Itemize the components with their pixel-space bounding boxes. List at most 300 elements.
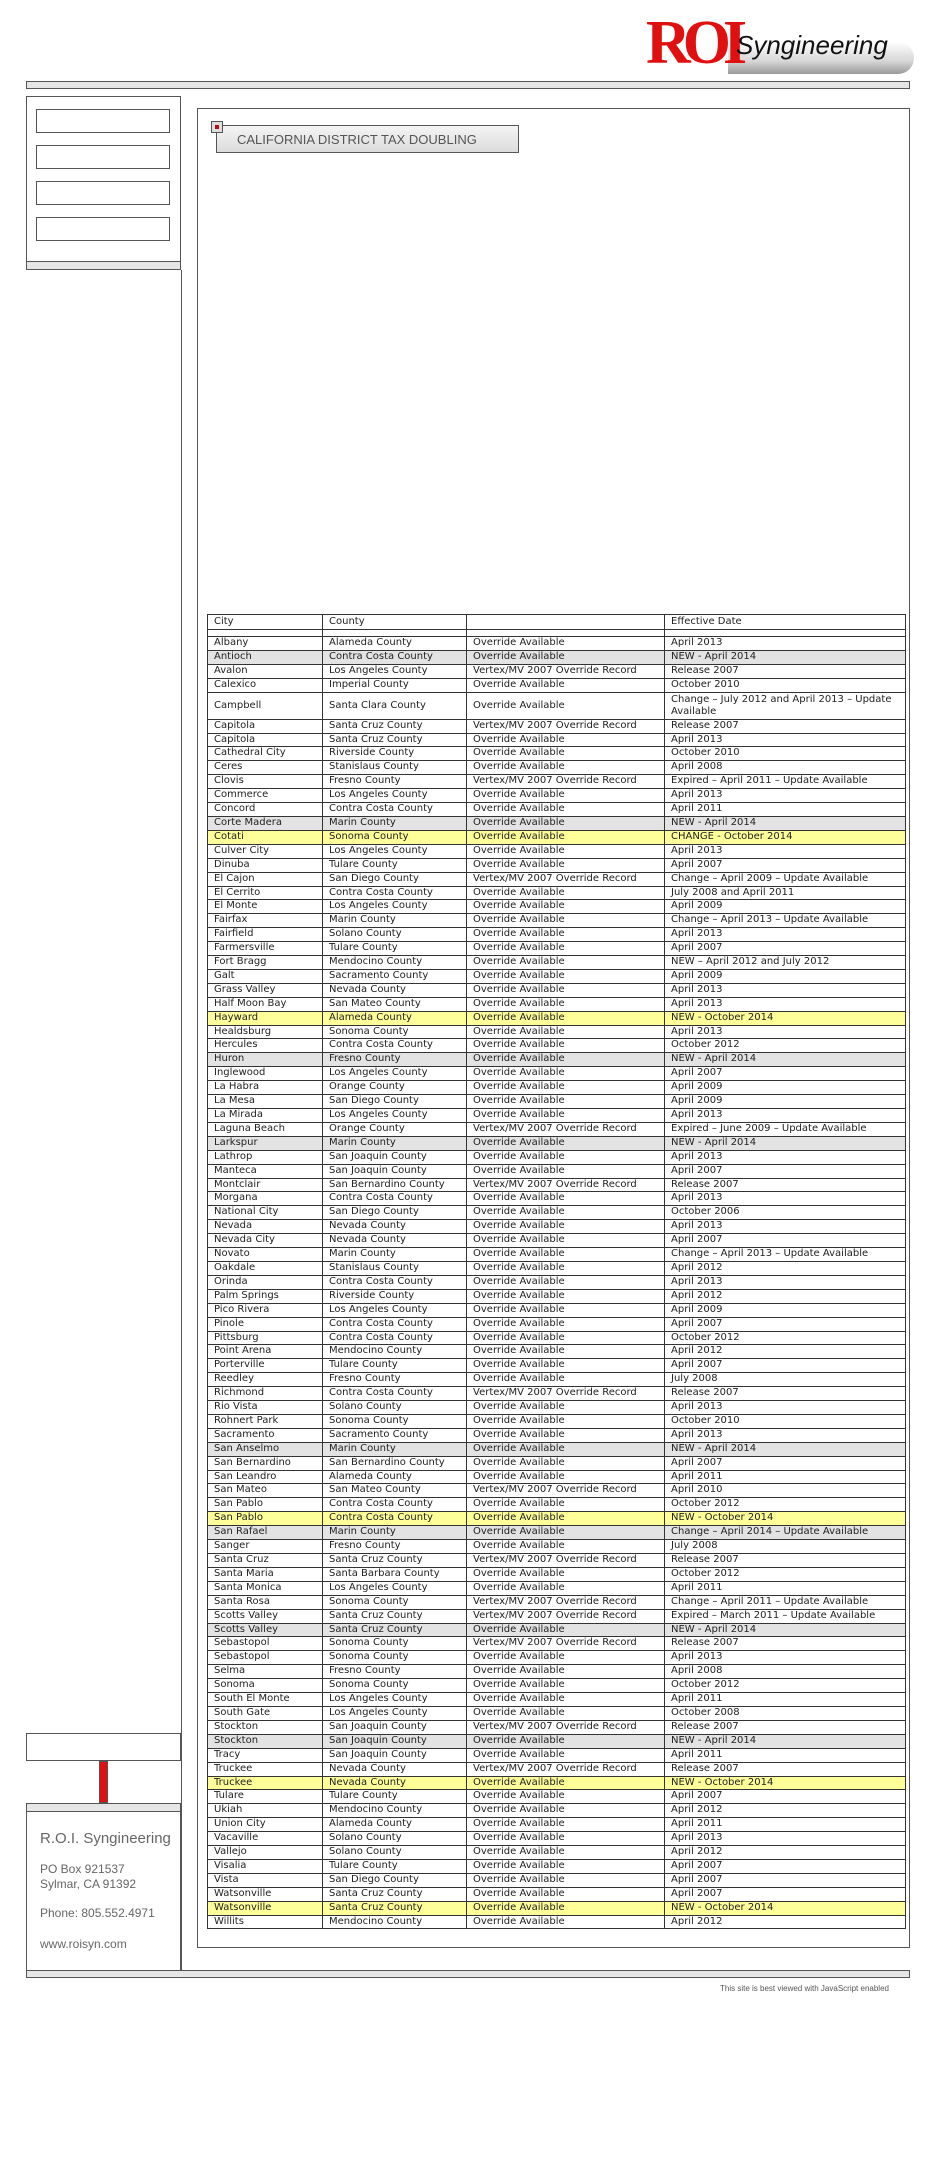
table-row [208, 1762, 906, 1776]
left-nav [26, 96, 181, 270]
cell-status: Override Available [467, 1470, 665, 1484]
table-row [208, 1540, 906, 1554]
cell-city: Palm Springs [208, 1289, 323, 1303]
cell-status: Override Available [467, 816, 665, 830]
cell-date: April 2007 [665, 1359, 906, 1373]
table-row [208, 803, 906, 817]
cell-county: Mendocino County [323, 956, 467, 970]
cell-status: Override Available [467, 1790, 665, 1804]
table-row [208, 816, 906, 830]
table-row [208, 1637, 906, 1651]
cell-date: April 2007 [665, 1456, 906, 1470]
cell-status: Vertex/MV 2007 Override Record [467, 775, 665, 789]
company-name: R.O.I. Syngineering [40, 1830, 171, 1847]
table-row [208, 1526, 906, 1540]
cell-county: Alameda County [323, 1818, 467, 1832]
cell-date: April 2013 [665, 1192, 906, 1206]
nav-item-2[interactable] [36, 145, 170, 169]
cell-city: Pinole [208, 1317, 323, 1331]
cell-date: April 2013 [665, 789, 906, 803]
cell-city: Selma [208, 1665, 323, 1679]
cell-county: Nevada County [323, 1776, 467, 1790]
table-row [208, 1206, 906, 1220]
cell-county: San Bernardino County [323, 1456, 467, 1470]
cell-county: Los Angeles County [323, 900, 467, 914]
header-effective-date: Effective Date [665, 615, 906, 630]
cell-city: Novato [208, 1248, 323, 1262]
cell-county: Los Angeles County [323, 1067, 467, 1081]
logo-name: Syngineering [736, 30, 888, 60]
table-header-row [208, 615, 906, 630]
red-accent-bar [99, 1761, 108, 1803]
cell-county: Contra Costa County [323, 1039, 467, 1053]
table-row [208, 1428, 906, 1442]
cell-county: Marin County [323, 1136, 467, 1150]
table-row [208, 1289, 906, 1303]
cell-date: NEW - October 2014 [665, 1512, 906, 1526]
cell-date: Release 2007 [665, 1720, 906, 1734]
cell-date: NEW - April 2014 [665, 1136, 906, 1150]
cell-city: Hercules [208, 1039, 323, 1053]
cell-county: Alameda County [323, 1011, 467, 1025]
cell-date: NEW – April 2012 and July 2012 [665, 956, 906, 970]
cell-county: San Mateo County [323, 1484, 467, 1498]
cell-county: Solano County [323, 1846, 467, 1860]
cell-status: Override Available [467, 1248, 665, 1262]
table-row [208, 928, 906, 942]
cell-status: Override Available [467, 789, 665, 803]
cell-status: Override Available [467, 1220, 665, 1234]
cell-county: Contra Costa County [323, 886, 467, 900]
cell-status: Override Available [467, 1818, 665, 1832]
logo-mark: ROI [646, 9, 740, 77]
cell-status: Override Available [467, 997, 665, 1011]
cell-city: Watsonville [208, 1901, 323, 1915]
cell-date: October 2012 [665, 1679, 906, 1693]
table-row [208, 1122, 906, 1136]
cell-city: La Mesa [208, 1095, 323, 1109]
cell-status: Override Available [467, 1665, 665, 1679]
table-row [208, 1804, 906, 1818]
cell-city: South Gate [208, 1706, 323, 1720]
cell-status: Override Available [467, 1498, 665, 1512]
cell-status: Override Available [467, 858, 665, 872]
cell-county: Sacramento County [323, 969, 467, 983]
cell-county: San Joaquin County [323, 1720, 467, 1734]
cell-status: Override Available [467, 1414, 665, 1428]
cell-date: Change – April 2013 – Update Available [665, 1248, 906, 1262]
cell-date: April 2013 [665, 844, 906, 858]
cell-status: Override Available [467, 1581, 665, 1595]
cell-city: San Rafael [208, 1526, 323, 1540]
cell-city: Calexico [208, 678, 323, 692]
cell-date: April 2009 [665, 969, 906, 983]
cell-date: April 2013 [665, 733, 906, 747]
cell-county: San Joaquin County [323, 1164, 467, 1178]
cell-city: Concord [208, 803, 323, 817]
table-row [208, 1067, 906, 1081]
cell-date: April 2008 [665, 761, 906, 775]
cell-county: Fresno County [323, 775, 467, 789]
table-row [208, 900, 906, 914]
cell-status: Override Available [467, 1526, 665, 1540]
table-row [208, 1748, 906, 1762]
cell-date: April 2013 [665, 983, 906, 997]
cell-status: Vertex/MV 2007 Override Record [467, 1762, 665, 1776]
table-row [208, 1456, 906, 1470]
cell-date: Release 2007 [665, 1554, 906, 1568]
cell-county: San Joaquin County [323, 1748, 467, 1762]
table-row [208, 1720, 906, 1734]
table-row [208, 1706, 906, 1720]
cell-county: Marin County [323, 816, 467, 830]
cell-date: April 2012 [665, 1804, 906, 1818]
cell-date: Change – April 2014 – Update Available [665, 1526, 906, 1540]
cell-date: April 2013 [665, 1220, 906, 1234]
cell-city: Larkspur [208, 1136, 323, 1150]
cell-date: Change – April 2009 – Update Available [665, 872, 906, 886]
cell-county: San Diego County [323, 1206, 467, 1220]
cell-city: San Mateo [208, 1484, 323, 1498]
cell-city: Healdsburg [208, 1025, 323, 1039]
cell-date: April 2013 [665, 1025, 906, 1039]
cell-city: Point Arena [208, 1345, 323, 1359]
cell-city: San Leandro [208, 1470, 323, 1484]
cell-status: Vertex/MV 2007 Override Record [467, 1720, 665, 1734]
cell-status: Override Available [467, 1748, 665, 1762]
cell-status: Override Available [467, 1331, 665, 1345]
cell-date: July 2008 [665, 1373, 906, 1387]
cell-county: Tulare County [323, 1859, 467, 1873]
cell-date: NEW - April 2014 [665, 1442, 906, 1456]
company-logo[interactable] [646, 9, 916, 77]
cell-status: Vertex/MV 2007 Override Record [467, 1595, 665, 1609]
cell-date: April 2013 [665, 1401, 906, 1415]
table-row [208, 1887, 906, 1901]
cell-county: Contra Costa County [323, 1387, 467, 1401]
nav-item-3[interactable] [36, 181, 170, 205]
cell-city: Union City [208, 1818, 323, 1832]
cell-date: April 2007 [665, 1873, 906, 1887]
table-row [208, 983, 906, 997]
table-row [208, 1554, 906, 1568]
cell-city: Hayward [208, 1011, 323, 1025]
cell-city: Scotts Valley [208, 1623, 323, 1637]
table-row [208, 1679, 906, 1693]
cell-date: April 2009 [665, 1081, 906, 1095]
cell-city: Rio Vista [208, 1401, 323, 1415]
cell-city: Tulare [208, 1790, 323, 1804]
cell-status: Override Available [467, 1261, 665, 1275]
cell-city: Reedley [208, 1373, 323, 1387]
cell-city: Nevada City [208, 1234, 323, 1248]
table-row [208, 1345, 906, 1359]
table-row [208, 1373, 906, 1387]
cell-city: Sonoma [208, 1679, 323, 1693]
address-line-2: Sylmar, CA 91392 [40, 1877, 137, 1891]
table-row [208, 1011, 906, 1025]
cell-city: San Bernardino [208, 1456, 323, 1470]
table-row [208, 761, 906, 775]
cell-county: Sonoma County [323, 1414, 467, 1428]
cell-date: April 2011 [665, 1581, 906, 1595]
contact-info [26, 1803, 181, 1975]
cell-date: Change – April 2011 – Update Available [665, 1595, 906, 1609]
cell-county: Los Angeles County [323, 664, 467, 678]
cell-status: Override Available [467, 1540, 665, 1554]
cell-city: Visalia [208, 1859, 323, 1873]
cell-date: April 2009 [665, 900, 906, 914]
cell-county: Nevada County [323, 1220, 467, 1234]
cell-date: Expired – April 2011 – Update Available [665, 775, 906, 789]
cell-county: San Diego County [323, 1095, 467, 1109]
cell-city: Pittsburg [208, 1331, 323, 1345]
cell-status: Override Available [467, 1345, 665, 1359]
cell-date: April 2011 [665, 1748, 906, 1762]
cell-status: Override Available [467, 1317, 665, 1331]
table-row [208, 1192, 906, 1206]
top-bar [26, 81, 910, 89]
cell-county: Fresno County [323, 1540, 467, 1554]
website-link[interactable]: www.roisyn.com [40, 1937, 127, 1951]
cell-city: Vallejo [208, 1846, 323, 1860]
cell-date: April 2012 [665, 1261, 906, 1275]
cell-date: NEW - April 2014 [665, 650, 906, 664]
cell-county: Tulare County [323, 1790, 467, 1804]
table-row [208, 1832, 906, 1846]
cell-status: Override Available [467, 1804, 665, 1818]
cell-county: Contra Costa County [323, 1512, 467, 1526]
cell-status: Override Available [467, 1192, 665, 1206]
cell-county: Santa Cruz County [323, 719, 467, 733]
table-row [208, 1651, 906, 1665]
table-row [208, 1623, 906, 1637]
cell-county: Sonoma County [323, 830, 467, 844]
cell-county: San Joaquin County [323, 1150, 467, 1164]
nav-item-4[interactable] [36, 217, 170, 241]
table-row [208, 1401, 906, 1415]
cell-county: Tulare County [323, 942, 467, 956]
cell-status: Override Available [467, 1456, 665, 1470]
table-row [208, 1512, 906, 1526]
cell-date: Release 2007 [665, 1762, 906, 1776]
contact-header-bar [27, 1804, 180, 1812]
cell-city: La Habra [208, 1081, 323, 1095]
cell-status: Override Available [467, 914, 665, 928]
cell-city: Ukiah [208, 1804, 323, 1818]
table-row [208, 1359, 906, 1373]
table-row [208, 969, 906, 983]
cell-city: Tracy [208, 1748, 323, 1762]
table-row [208, 747, 906, 761]
cell-date: NEW - April 2014 [665, 1623, 906, 1637]
cell-city: Cotati [208, 830, 323, 844]
cell-status: Override Available [467, 900, 665, 914]
table-row [208, 1818, 906, 1832]
cell-status: Override Available [467, 1136, 665, 1150]
table-row [208, 1234, 906, 1248]
cell-status: Override Available [467, 1832, 665, 1846]
cell-date: October 2012 [665, 1567, 906, 1581]
cell-city: Stockton [208, 1734, 323, 1748]
cell-date: Change – July 2012 and April 2013 – Update Available [665, 692, 906, 719]
cell-date: April 2008 [665, 1665, 906, 1679]
cell-date: October 2010 [665, 678, 906, 692]
table-row [208, 1109, 906, 1123]
table-row [208, 1693, 906, 1707]
cell-date: April 2012 [665, 1915, 906, 1929]
cell-county: Nevada County [323, 983, 467, 997]
cell-county: Stanislaus County [323, 761, 467, 775]
table-row [208, 1581, 906, 1595]
cell-status: Override Available [467, 1303, 665, 1317]
cell-date: April 2009 [665, 1095, 906, 1109]
cell-status: Vertex/MV 2007 Override Record [467, 1122, 665, 1136]
cell-county: Los Angeles County [323, 789, 467, 803]
cell-status: Override Available [467, 1693, 665, 1707]
tax-table [207, 614, 906, 1929]
cell-status: Override Available [467, 1428, 665, 1442]
cell-county: Mendocino County [323, 1915, 467, 1929]
page-title: CALIFORNIA DISTRICT TAX DOUBLING [216, 125, 519, 153]
cell-county: Contra Costa County [323, 1331, 467, 1345]
cell-city: Sebastopol [208, 1651, 323, 1665]
cell-date: CHANGE - October 2014 [665, 830, 906, 844]
cell-status: Override Available [467, 1081, 665, 1095]
cell-status: Override Available [467, 637, 665, 651]
cell-status: Override Available [467, 956, 665, 970]
cell-date: NEW - October 2014 [665, 1901, 906, 1915]
table-row [208, 886, 906, 900]
table-row [208, 789, 906, 803]
side-box [26, 1733, 181, 1761]
table-row [208, 1498, 906, 1512]
cell-county: Nevada County [323, 1234, 467, 1248]
cell-county: Alameda County [323, 1470, 467, 1484]
cell-county: Santa Cruz County [323, 1901, 467, 1915]
cell-county: Santa Clara County [323, 692, 467, 719]
cell-date: October 2012 [665, 1039, 906, 1053]
cell-city: Fairfield [208, 928, 323, 942]
cell-county: Mendocino County [323, 1804, 467, 1818]
cell-county: San Diego County [323, 1873, 467, 1887]
cell-status: Vertex/MV 2007 Override Record [467, 664, 665, 678]
cell-city: Rohnert Park [208, 1414, 323, 1428]
cell-city: Montclair [208, 1178, 323, 1192]
table-row [208, 1317, 906, 1331]
cell-date: October 2010 [665, 1414, 906, 1428]
cell-status: Override Available [467, 886, 665, 900]
table-row [208, 719, 906, 733]
cell-status: Override Available [467, 1109, 665, 1123]
table-row [208, 1665, 906, 1679]
cell-status: Override Available [467, 1025, 665, 1039]
table-row [208, 1025, 906, 1039]
cell-date: Release 2007 [665, 719, 906, 733]
cell-county: Contra Costa County [323, 1498, 467, 1512]
table-body [208, 630, 906, 1929]
cell-county: Contra Costa County [323, 1317, 467, 1331]
nav-item-1[interactable] [36, 109, 170, 133]
table-row [208, 1275, 906, 1289]
cell-date: Release 2007 [665, 664, 906, 678]
cell-status: Vertex/MV 2007 Override Record [467, 1609, 665, 1623]
cell-date: April 2013 [665, 928, 906, 942]
cell-city: Sacramento [208, 1428, 323, 1442]
cell-date: April 2012 [665, 1846, 906, 1860]
cell-county: Los Angeles County [323, 1109, 467, 1123]
cell-status: Override Available [467, 761, 665, 775]
table-row [208, 1414, 906, 1428]
cell-city: Antioch [208, 650, 323, 664]
cell-county: Santa Cruz County [323, 1623, 467, 1637]
cell-status: Override Available [467, 678, 665, 692]
cell-status: Override Available [467, 1039, 665, 1053]
cell-county: Solano County [323, 928, 467, 942]
cell-city: Richmond [208, 1387, 323, 1401]
table-row [208, 1470, 906, 1484]
cell-county: Santa Cruz County [323, 733, 467, 747]
title-icon [211, 121, 223, 133]
cell-city: Farmersville [208, 942, 323, 956]
cell-date: April 2010 [665, 1484, 906, 1498]
cell-city: Clovis [208, 775, 323, 789]
table-row [208, 1331, 906, 1345]
cell-county: Alameda County [323, 637, 467, 651]
cell-date: April 2012 [665, 1345, 906, 1359]
cell-county: Orange County [323, 1122, 467, 1136]
cell-county: Sonoma County [323, 1679, 467, 1693]
cell-status: Override Available [467, 692, 665, 719]
cell-status: Override Available [467, 1206, 665, 1220]
cell-city: Grass Valley [208, 983, 323, 997]
header-city: City [208, 615, 323, 630]
cell-date: October 2012 [665, 1498, 906, 1512]
cell-city: Nevada [208, 1220, 323, 1234]
table-row [208, 997, 906, 1011]
cell-county: Orange County [323, 1081, 467, 1095]
cell-date: April 2011 [665, 1470, 906, 1484]
cell-status: Override Available [467, 1512, 665, 1526]
cell-city: Vista [208, 1873, 323, 1887]
cell-status: Vertex/MV 2007 Override Record [467, 1554, 665, 1568]
table-row [208, 678, 906, 692]
cell-city: El Monte [208, 900, 323, 914]
cell-city: Morgana [208, 1192, 323, 1206]
cell-city: Watsonville [208, 1887, 323, 1901]
cell-status: Vertex/MV 2007 Override Record [467, 1387, 665, 1401]
cell-county: Riverside County [323, 747, 467, 761]
cell-status: Override Available [467, 1275, 665, 1289]
bottom-bar [26, 1970, 910, 1978]
cell-city: Laguna Beach [208, 1122, 323, 1136]
header-status [467, 615, 665, 630]
cell-county: San Diego County [323, 872, 467, 886]
table-row [208, 1901, 906, 1915]
cell-city: Fort Bragg [208, 956, 323, 970]
cell-date: April 2011 [665, 803, 906, 817]
cell-county: Marin County [323, 1526, 467, 1540]
javascript-note: This site is best viewed with JavaScript enabled [720, 1984, 889, 1993]
phone: Phone: 805.552.4971 [40, 1906, 155, 1920]
table-row [208, 775, 906, 789]
cell-status: Override Available [467, 983, 665, 997]
cell-city: Albany [208, 637, 323, 651]
cell-date: April 2009 [665, 1303, 906, 1317]
cell-date: NEW - April 2014 [665, 1734, 906, 1748]
cell-date: April 2007 [665, 1790, 906, 1804]
cell-date: April 2007 [665, 1067, 906, 1081]
